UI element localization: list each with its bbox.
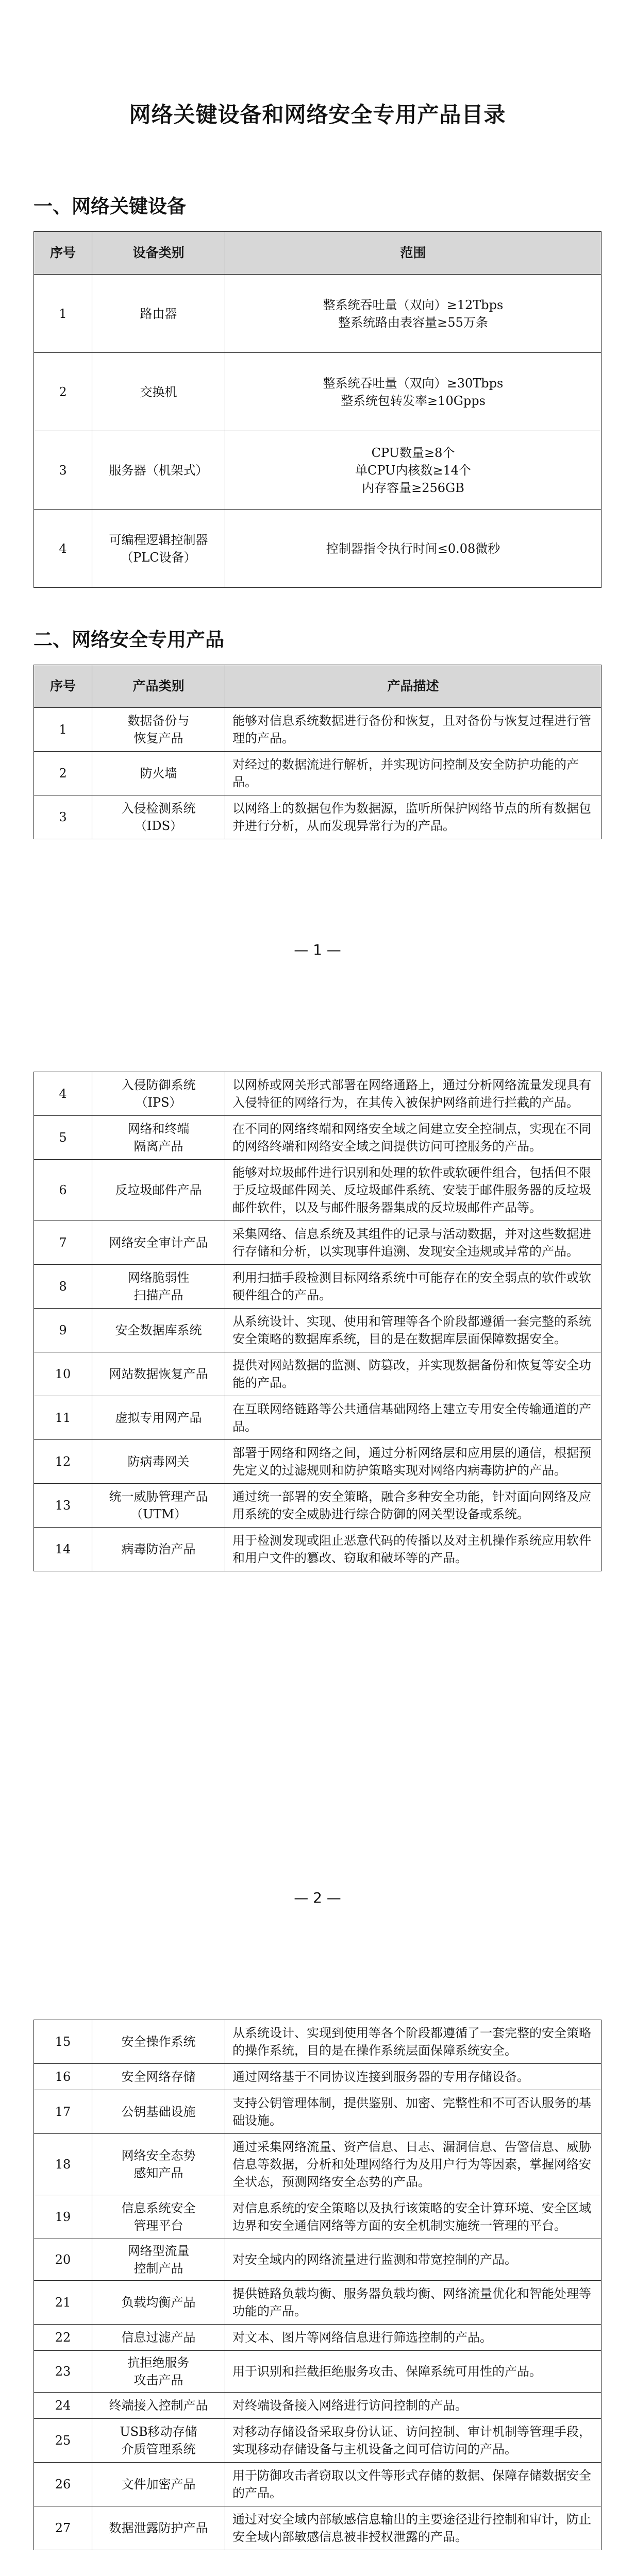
table-row [34,2281,601,2325]
product-description: 部署于网络和网络之间，通过分析网络层和应用层的通信，根据预先定义的过滤规则和防护策略实现对网络内病毒防护的产品。 [225,1440,601,1484]
product-description: 对终端设备接入网络进行访问控制的产品。 [225,2393,601,2419]
product-category: 安全网络存储 [92,2064,225,2090]
row-number: 2 [34,752,92,795]
table-row [34,1309,601,1352]
product-description: 通过网络基于不同协议连接到服务器的专用存储设备。 [225,2064,601,2090]
product-category: 网络和终端 隔离产品 [92,1116,225,1160]
row-number: 27 [34,2506,92,2550]
table-body [34,708,601,839]
table-row [34,2064,601,2090]
product-description: 通过采集网络流量、资产信息、日志、漏洞信息、告警信息、威胁信息等数据，分析和处理网络行为及用户行为等因素，掌握网络安全状态，预测网络安全态势的产品。 [225,2134,601,2195]
product-category: 文件加密产品 [92,2463,225,2506]
product-description: 在不同的网络终端和网络安全域之间建立安全控制点，实现在不同的网络终端和网络安全域之间提供访问可控服务的产品。 [225,1116,601,1160]
product-category: 数据备份与 恢复产品 [92,708,225,752]
product-category: 安全操作系统 [92,2020,225,2064]
table-row [34,2463,601,2506]
document-title: 网络关键设备和网络安全专用产品目录 [129,102,506,127]
row-number: 1 [34,708,92,752]
row-number: 3 [34,431,92,510]
row-number: 19 [34,2195,92,2239]
security-products-table-part-3 [34,2020,601,2550]
product-description: 采集网络、信息系统及其组件的记录与活动数据，并对这些数据进行存储和分析，以实现事件追溯、发现安全违规或异常的产品。 [225,1221,601,1265]
table-row [34,275,601,353]
product-category: 入侵防御系统 （IPS） [92,1072,225,1116]
product-category: 病毒防治产品 [92,1528,225,1571]
row-number: 15 [34,2020,92,2064]
table-body [34,1072,601,1571]
table-row [34,1072,601,1116]
device-range: 整系统吞吐量（双向）≥12Tbps 整系统路由表容量≥55万条 [225,275,601,353]
table-row [34,2090,601,2134]
page-number: — 2 — [294,1889,341,1906]
product-category: 防病毒网关 [92,1440,225,1484]
table-row [34,2325,601,2351]
product-category: 信息过滤产品 [92,2325,225,2351]
table-row [34,2020,601,2064]
product-category: 公钥基础设施 [92,2090,225,2134]
product-category: 虚拟专用网产品 [92,1396,225,1440]
table-row [34,1221,601,1265]
product-category: 安全数据库系统 [92,1309,225,1352]
row-number: 9 [34,1309,92,1352]
product-category: 信息系统安全 管理平台 [92,2195,225,2239]
table-row [34,1396,601,1440]
product-description: 用于识别和拦截拒绝服务攻击、保障系统可用性的产品。 [225,2351,601,2393]
row-number: 20 [34,2239,92,2281]
product-description: 支持公钥管理体制，提供鉴别、加密、完整性和不可否认服务的基础设施。 [225,2090,601,2134]
page-number: — 1 — [294,941,341,958]
row-number: 8 [34,1265,92,1309]
product-category: 网络型流量 控制产品 [92,2239,225,2281]
row-number: 5 [34,1116,92,1160]
device-range: CPU数量≥8个 单CPU内核数≥14个 内存容量≥256GB [225,431,601,510]
row-number: 4 [34,510,92,588]
table-row [34,2351,601,2393]
product-category: 数据泄露防护产品 [92,2506,225,2550]
table-row [34,2134,601,2195]
table-row [34,1528,601,1571]
network-key-devices-table [34,231,601,588]
header-category: 设备类别 [92,232,225,275]
product-category: 防火墙 [92,752,225,795]
product-category: USB移动存储 介质管理系统 [92,2419,225,2463]
product-category: 负载均衡产品 [92,2281,225,2325]
device-category: 路由器 [92,275,225,353]
row-number: 12 [34,1440,92,1484]
header-category: 产品类别 [92,665,225,708]
product-category: 抗拒绝服务 攻击产品 [92,2351,225,2393]
product-description: 以网络上的数据包作为数据源，监听所保护网络节点的所有数据包并进行分析，从而发现异常行为的产品。 [225,795,601,839]
product-description: 对经过的数据流进行解析，并实现访问控制及安全防护功能的产品。 [225,752,601,795]
table-row [34,2419,601,2463]
header-range: 范围 [225,232,601,275]
product-category: 终端接入控制产品 [92,2393,225,2419]
table-row [34,2239,601,2281]
header-description: 产品描述 [225,665,601,708]
header-number: 序号 [34,232,92,275]
row-number: 22 [34,2325,92,2351]
product-description: 在互联网络链路等公共通信基础网络上建立专用安全传输通道的产品。 [225,1396,601,1440]
device-category: 可编程逻辑控制器 （PLC设备） [92,510,225,588]
table-row [34,1265,601,1309]
row-number: 21 [34,2281,92,2325]
product-description: 对移动存储设备采取身份认证、访问控制、审计机制等管理手段，实现移动存储设备与主机设备之间可信访问的产品。 [225,2419,601,2463]
product-description: 提供链路负载均衡、服务器负载均衡、网络流量优化和智能处理等功能的产品。 [225,2281,601,2325]
table-row [34,431,601,510]
row-number: 13 [34,1484,92,1528]
section-1-title: 一、网络关键设备 [34,195,186,217]
table-row [34,1352,601,1396]
table-row [34,752,601,795]
table-row [34,510,601,588]
row-number: 4 [34,1072,92,1116]
product-category: 网站数据恢复产品 [92,1352,225,1396]
device-category: 交换机 [92,353,225,431]
table-body [34,275,601,588]
row-number: 23 [34,2351,92,2393]
product-description: 能够对信息系统数据进行备份和恢复，且对备份与恢复过程进行管理的产品。 [225,708,601,752]
table-row [34,1160,601,1221]
product-description: 用于防御攻击者窃取以文件等形式存储的数据、保障存储数据安全的产品。 [225,2463,601,2506]
header-number: 序号 [34,665,92,708]
product-description: 从系统设计、实现到使用等各个阶段都遵循了一套完整的安全策略的操作系统，目的是在操作系统层面保障系统安全。 [225,2020,601,2064]
product-description: 通过对安全域内部敏感信息输出的主要途径进行控制和审计，防止安全域内部敏感信息被非授权泄露的产品。 [225,2506,601,2550]
row-number: 26 [34,2463,92,2506]
security-products-table-part-2 [34,1072,601,1571]
table-row [34,1440,601,1484]
product-description: 对安全域内的网络流量进行监测和带宽控制的产品。 [225,2239,601,2281]
product-description: 对信息系统的安全策略以及执行该策略的安全计算环境、安全区域边界和安全通信网络等方面的安全机制实施统一管理的平台。 [225,2195,601,2239]
product-description: 用于检测发现或阻止恶意代码的传播以及对主机操作系统应用软件和用户文件的篡改、窃取和破坏等的产品。 [225,1528,601,1571]
row-number: 17 [34,2090,92,2134]
device-range: 控制器指令执行时间≤0.08微秒 [225,510,601,588]
product-description: 从系统设计、实现、使用和管理等各个阶段都遵循一套完整的系统安全策略的数据库系统，目的是在数据库层面保障数据安全。 [225,1309,601,1352]
table-header-row [34,232,601,275]
row-number: 24 [34,2393,92,2419]
product-description: 以网桥或网关形式部署在网络通路上，通过分析网络流量发现具有入侵特征的网络行为，在其传入被保护网络前进行拦截的产品。 [225,1072,601,1116]
row-number: 18 [34,2134,92,2195]
product-description: 对文本、图片等网络信息进行筛选控制的产品。 [225,2325,601,2351]
row-number: 1 [34,275,92,353]
row-number: 14 [34,1528,92,1571]
row-number: 2 [34,353,92,431]
page-2 [0,1010,635,1927]
row-number: 10 [34,1352,92,1396]
page-1 [0,0,635,979]
device-category: 服务器（机架式） [92,431,225,510]
row-number: 11 [34,1396,92,1440]
row-number: 7 [34,1221,92,1265]
product-category: 网络脆弱性 扫描产品 [92,1265,225,1309]
row-number: 16 [34,2064,92,2090]
product-category: 统一威胁管理产品 （UTM） [92,1484,225,1528]
page-3 [0,1958,635,2576]
table-row [34,2195,601,2239]
product-description: 提供对网站数据的监测、防篡改，并实现数据备份和恢复等安全功能的产品。 [225,1352,601,1396]
table-row [34,1116,601,1160]
table-row [34,708,601,752]
product-category: 入侵检测系统 （IDS） [92,795,225,839]
row-number: 3 [34,795,92,839]
table-row [34,1484,601,1528]
product-description: 利用扫描手段检测目标网络系统中可能存在的安全弱点的软件或软硬件组合的产品。 [225,1265,601,1309]
product-description: 能够对垃圾邮件进行识别和处理的软件或软硬件组合，包括但不限于反垃圾邮件网关、反垃圾邮件系统、安装于邮件服务器的反垃圾邮件软件，以及与邮件服务器集成的反垃圾邮件产品等。 [225,1160,601,1221]
product-category: 反垃圾邮件产品 [92,1160,225,1221]
table-header-row [34,665,601,708]
table-row [34,353,601,431]
table-row [34,795,601,839]
row-number: 25 [34,2419,92,2463]
table-row [34,2393,601,2419]
device-range: 整系统吞吐量（双向）≥30Tbps 整系统包转发率≥10Gpps [225,353,601,431]
product-category: 网络安全审计产品 [92,1221,225,1265]
section-2-title: 二、网络安全专用产品 [34,629,224,651]
product-description: 通过统一部署的安全策略，融合多种安全功能，针对面向网络及应用系统的安全威胁进行综合防御的网关型设备或系统。 [225,1484,601,1528]
table-body [34,2020,601,2550]
security-products-table-part-1 [34,665,601,839]
product-category: 网络安全态势 感知产品 [92,2134,225,2195]
row-number: 6 [34,1160,92,1221]
table-row [34,2506,601,2550]
